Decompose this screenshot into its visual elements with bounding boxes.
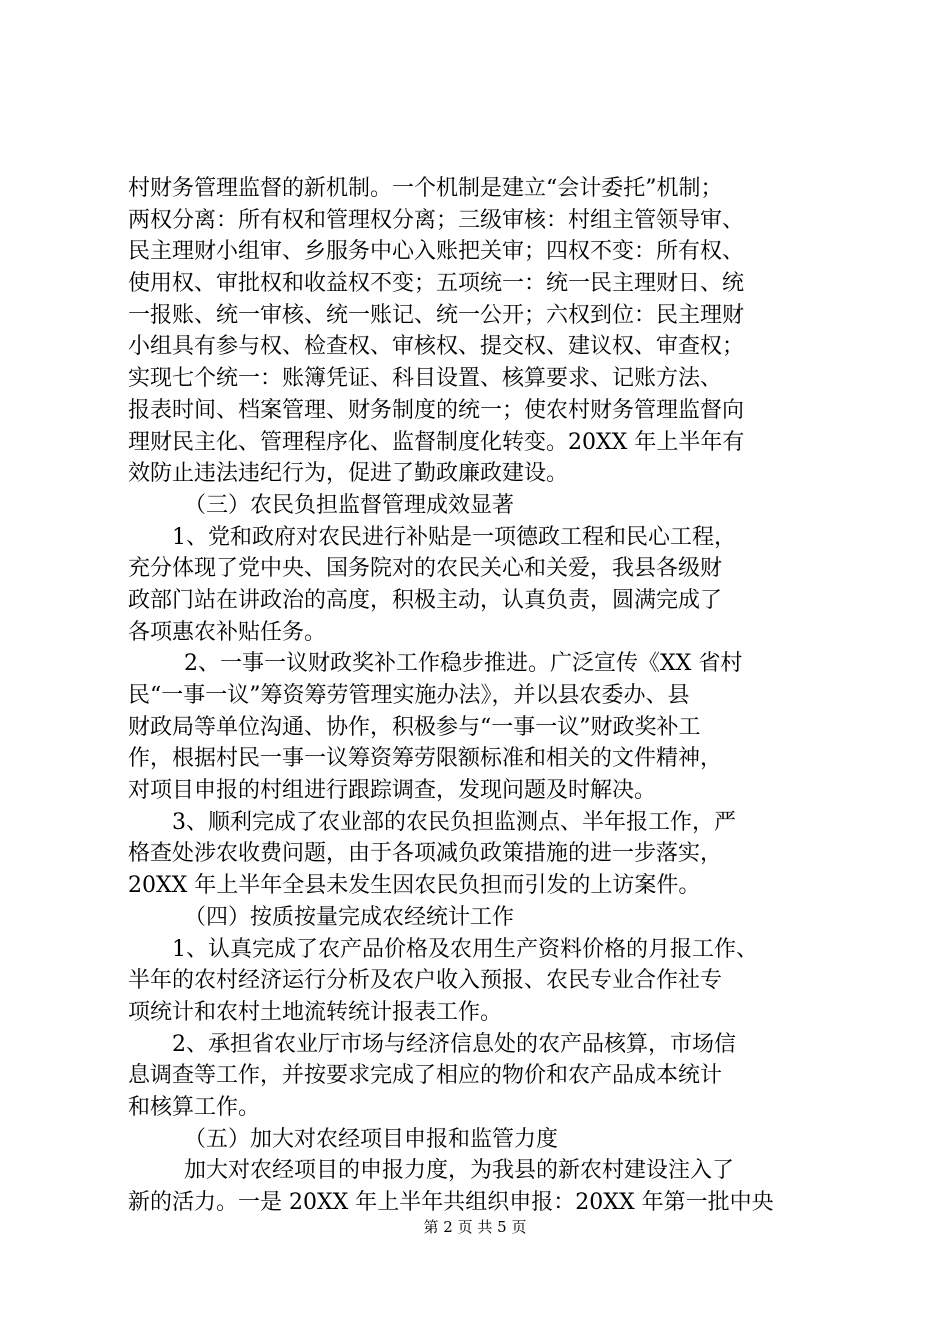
document-body	[128, 173, 828, 1219]
text-line: 息调查等工作，并按要求完成了相应的物价和农产品成本统计	[128, 1063, 723, 1089]
text-line: 小组具有参与权、检查权、审核权、提交权、建议权、审查权；	[128, 334, 745, 360]
text-line: 村财务管理监督的新机制。一个机制是建立“会计委托”机制；	[128, 176, 723, 201]
text-line: 20XX 年上半年全县未发生因农民负担而引发的上访案件。	[128, 873, 701, 899]
text-line: 两权分离：所有权和管理权分离；三级审核：村组主管领导审、	[128, 207, 745, 233]
text-line: 作，根据村民一事一议筹资筹劳限额标准和相关的文件精神，	[128, 746, 723, 772]
text-line: 和核算工作。	[128, 1094, 261, 1120]
section-heading: （三）农民负担监督管理成效显著	[184, 492, 515, 518]
text-line: 民主理财小组审、乡服务中心入账把关审；四权不变：所有权、	[128, 239, 745, 265]
text-line: 项统计和农村土地流转统计报表工作。	[128, 999, 503, 1025]
text-line: 使用权、审批权和收益权不变；五项统一：统一民主理财日、统	[128, 271, 745, 297]
text-line: 对项目申报的村组进行跟踪调查，发现问题及时解决。	[128, 778, 657, 804]
text-line: 新的活力。一是 20XX 年上半年共组织申报：20XX 年第一批中央	[128, 1190, 774, 1215]
text-line: 各项惠农补贴任务。	[128, 619, 327, 645]
section-heading: （四）按质按量完成农经统计工作	[184, 904, 515, 930]
text-line: 财政局等单位沟通、协作，积极参与“一事一议”财政奖补工	[128, 714, 701, 740]
text-line: 政部门站在讲政治的高度，积极主动，认真负责，圆满完成了	[128, 587, 723, 613]
paragraph-start: 1、党和政府对农民进行补贴是一项德政工程和民心工程，	[172, 524, 736, 550]
text-line: 半年的农村经济运行分析及农户收入预报、农民专业合作社专	[128, 968, 723, 994]
text-line: 充分体现了党中央、国务院对的农民关心和关爱，我县各级财	[128, 556, 723, 582]
paragraph-start: 2、一事一议财政奖补工作稳步推进。广泛宣传《XX 省村	[184, 651, 743, 677]
text-line: 一报账、统一审核、统一账记、统一公开；六权到位：民主理财	[128, 302, 745, 328]
text-line: 报表时间、档案管理、财务制度的统一；使农村财务管理监督向	[128, 397, 745, 423]
text-line: 民“一事一议”筹资筹劳管理实施办法》，并以县农委办、县	[128, 683, 690, 708]
page-number: 第 2 页 共 5 页	[423, 1218, 527, 1236]
text-line: 格查处涉农收费问题，由于各项减负政策措施的进一步落实，	[128, 841, 723, 867]
paragraph-start: 2、承担省农业厅市场与经济信息处的农产品核算，市场信	[172, 1031, 736, 1057]
text-line: 效防止违法违纪行为，促进了勤政廉政建设。	[128, 461, 569, 487]
text-line: 实现七个统一：账簿凭证、科目设置、核算要求、记账方法、	[128, 366, 723, 392]
text-line: 理财民主化、管理程序化、监督制度化转变。20XX 年上半年有	[128, 429, 745, 455]
paragraph-start: 加大对农经项目的申报力度，为我县的新农村建设注入了	[184, 1158, 735, 1184]
paragraph-start: 1、认真完成了农产品价格及农用生产资料价格的月报工作、	[172, 936, 758, 962]
paragraph-start: 3、顺利完成了农业部的农民负担监测点、半年报工作，严	[172, 809, 736, 835]
section-heading: （五）加大对农经项目申报和监管力度	[184, 1126, 559, 1152]
